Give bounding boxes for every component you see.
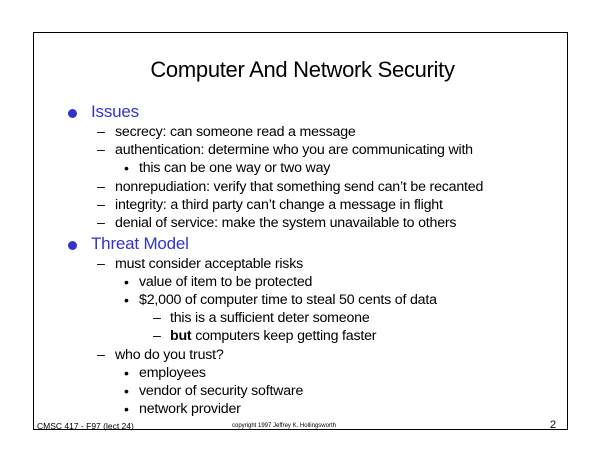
bullet-icon: • xyxy=(124,274,129,290)
dash-icon: – xyxy=(97,179,105,195)
footer-course: CMSC 417 - F97 (lect 24) xyxy=(37,421,134,431)
dash-icon: – xyxy=(97,142,105,158)
footer-copyright: copyright 1997 Jeffrey K. Hollingsworth xyxy=(232,423,336,429)
slide-frame xyxy=(33,32,568,430)
list-item: this can be one way or two way xyxy=(139,160,331,176)
dash-icon: – xyxy=(97,215,105,231)
dash-icon: – xyxy=(153,310,161,326)
list-item-text: computers keep getting faster xyxy=(191,328,377,344)
dash-icon: – xyxy=(97,124,105,140)
section-heading-threat-model: Threat Model xyxy=(91,234,189,253)
list-item: secrecy: can someone read a message xyxy=(115,124,356,140)
list-item: nonrepudiation: verify that something send can’t be recanted xyxy=(115,179,484,195)
bullet-icon xyxy=(68,241,77,250)
section-heading-issues: Issues xyxy=(91,102,139,121)
dash-icon: – xyxy=(97,197,105,213)
dash-icon: – xyxy=(153,328,161,344)
list-item: must consider acceptable risks xyxy=(115,256,303,272)
bold-text: but xyxy=(170,328,192,344)
list-item: $2,000 of computer time to steal 50 cents of data xyxy=(139,292,437,308)
list-item xyxy=(170,328,376,344)
bullet-icon: • xyxy=(124,383,129,399)
dash-icon: – xyxy=(97,256,105,272)
list-item: integrity: a third party can’t change a message in flight xyxy=(115,197,443,213)
slide-title: Computer And Network Security xyxy=(150,57,455,82)
bullet-icon xyxy=(68,109,77,118)
list-item: authentication: determine who you are communicating with xyxy=(115,142,473,158)
list-item: this is a sufficient deter someone xyxy=(170,310,370,326)
bullet-icon: • xyxy=(124,160,129,176)
list-item: employees xyxy=(139,365,206,381)
bullet-icon: • xyxy=(124,401,129,417)
list-item: network provider xyxy=(139,401,241,417)
page-number: 2 xyxy=(550,419,557,431)
list-item: denial of service: make the system unavailable to others xyxy=(115,215,457,231)
list-item: who do you trust? xyxy=(115,347,224,363)
bullet-icon: • xyxy=(124,292,129,308)
list-item: vendor of security software xyxy=(139,383,304,399)
list-item: value of item to be protected xyxy=(139,274,313,290)
bullet-icon: • xyxy=(124,365,129,381)
dash-icon: – xyxy=(97,347,105,363)
